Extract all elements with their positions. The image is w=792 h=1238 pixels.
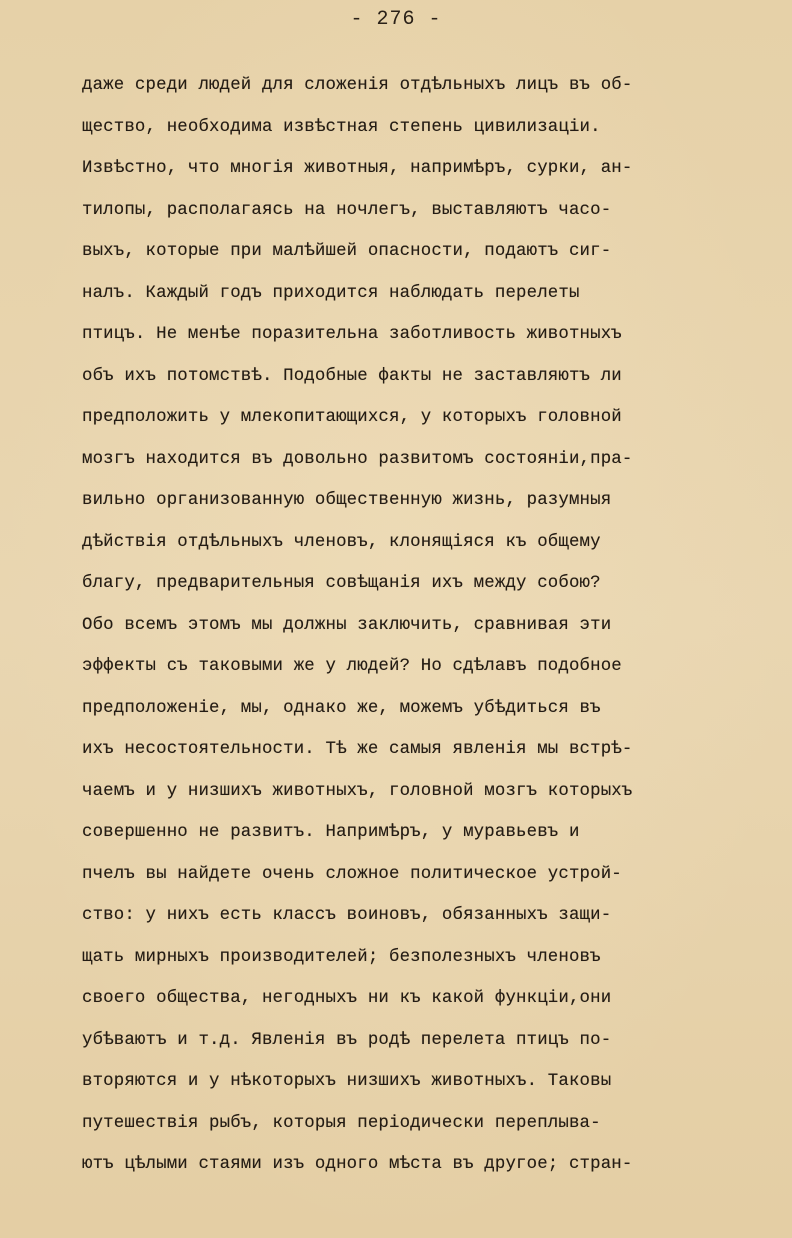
text-line: путешествія рыбъ, которыя періодически переплыва- — [82, 1113, 601, 1133]
text-line: Извѣстно, что многія животныя, напримѣръ, сурки, ан- — [82, 159, 633, 178]
text-line: эффекты съ таковыми же у людей? Но сдѣлавъ подобное — [82, 657, 622, 676]
text-line: тилопы, располагаясь на ночлегъ, выставляютъ часо- — [82, 200, 612, 220]
text-line: чаемъ и у низшихъ животныхъ, головной мозгъ которыхъ — [82, 781, 633, 801]
text-line: ютъ цѣлыми стаями изъ одного мѣста въ другое; стран- — [82, 1155, 633, 1174]
page-number: - 276 - — [350, 8, 442, 31]
text-line: ство: у нихъ есть классъ воиновъ, обязанныхъ защи- — [82, 906, 612, 925]
text-line: дѣйствія отдѣльныхъ членовъ, клонящіяся къ общему — [82, 532, 601, 552]
text-line: мозгъ находится въ довольно развитомъ состояніи,пра- — [82, 449, 633, 469]
text-line: птицъ. Не менѣе поразительна заботливость животныхъ — [82, 325, 622, 344]
text-line: совершенно не развитъ. Напримѣръ, у муравьевъ и — [82, 823, 580, 842]
text-line: щество, необходима извѣстная степень цивилизаціи. — [82, 117, 601, 137]
text-line: Обо всемъ этомъ мы должны заключить, сравнивая эти — [82, 615, 612, 635]
text-line: объ ихъ потомствѣ. Подобные факты не заставляютъ ли — [82, 366, 622, 386]
text-line: предположеніе, мы, однако же, можемъ убѣдиться въ — [82, 698, 601, 718]
text-line: даже среди людей для сложенія отдѣльныхъ лицъ въ об- — [82, 76, 633, 95]
text-line: убѣваютъ и т.д. Явленія въ родѣ перелета птицъ по- — [82, 1030, 612, 1050]
text-line: вильно организованную общественную жизнь, разумныя — [82, 491, 612, 510]
text-line: предположить у млекопитающихся, у которыхъ головной — [82, 408, 622, 427]
body-text — [82, 70, 762, 1191]
text-line: своего общества, негодныхъ ни къ какой функціи,они — [82, 989, 612, 1008]
text-line: вторяются и у нѣкоторыхъ низшихъ животныхъ. Таковы — [82, 1072, 612, 1091]
text-line: пчелъ вы найдете очень сложное политическое устрой- — [82, 864, 622, 884]
text-line: ихъ несостоятельности. Тѣ же самыя явленія мы встрѣ- — [82, 740, 633, 759]
text-line: благу, предварительныя совѣщанія ихъ между собою? — [82, 574, 601, 593]
text-line: щать мирныхъ производителей; безполезныхъ членовъ — [82, 947, 601, 967]
text-line: налъ. Каждый годъ приходится наблюдать перелеты — [82, 283, 580, 303]
text-line: выхъ, которые при малѣйшей опасности, подаютъ сиг- — [82, 242, 612, 261]
